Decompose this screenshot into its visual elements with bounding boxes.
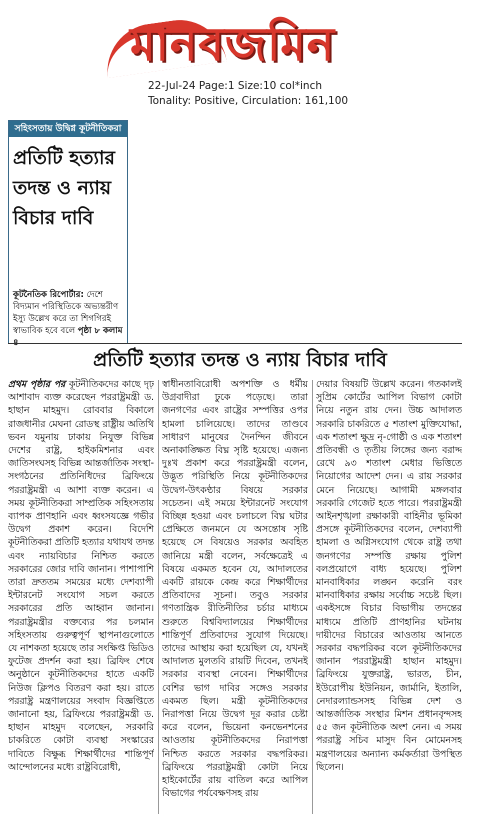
article-column-3-text: দেয়ার বিষয়টি উল্লেখ করেন। গতকালই সুপ্রিম কোর্টের আপিল বিভাগ কোটা নিয়ে নতুন রায় দেন। উচ্চ আদালত সরকারি চাকরিতে ৫ শতাংশ মুক্তিযোদ্ধা, এক শতাংশ ক্ষুদ্র নৃ-গোষ্ঠী ও এক শতাংশ প্রতিবন্ধী ও তৃতীয় লিঙ্গের জন্য বরাদ্দ রেখে ৯৩ শতাংশ মেধার ভিত্তিতে নিয়োগের আদেশ দেন। এ রায় সরকার মেনে নিয়েছে। আগামী মঙ্গলবার সরকারি গেজেট হতে পারে। পররাষ্ট্রমন্ত্রী আইনশৃঙ্খলা রক্ষাকারী বাহিনীর ভূমিকা প্রসঙ্গে কূটনীতিকদের বলেন, দেশব্যাপী হামলা ও অগ্নিসংযোগ থেকে রাষ্ট্র তথা জনগণের সম্পত্তি রক্ষায় পুলিশ বলপ্রয়োগে বাধ্য হয়েছে। পুলিশ মানবাধিকার লঙ্ঘন করেনি বরং মানবাধিকার রক্ষায় সর্বোচ্চ সচেষ্ট ছিল। একইসঙ্গে বিচার বিভাগীয় তদন্তের মাধ্যমে প্রতিটি প্রাণহানির ঘটনায় দায়ীদের বিচারের আওতায় আনতে সরকার বদ্ধপরিকর বলে কূটনীতিকদের জানান পররাষ্ট্রমন্ত্রী হাছান মাহমুদ। ব্রিফিংয়ে যুক্তরাষ্ট্র, ভারত, চীন, ইউরোপীয় ইউনিয়ন, জার্মানি, ইতালি, নেদারল্যান্ডসসহ বিভিন্ন দেশ ও আন্তর্জাতিক সংস্থার মিশন প্রধানবৃন্দসহ ৫৫ জন কূটনীতিক অংশ নেন। এ সময় পররাষ্ট্র সচিব মাসুদ বিন মোমেনসহ মন্ত্রণালয়ের অন্যান্য কর্মকর্তারা উপস্থিত ছিলেন। [316,379,462,773]
teaser-headline: প্রতিটি হত্যার তদন্ত ও ন্যায় বিচার দাবি [13,147,115,229]
teaser-summary [13,289,123,349]
article-column-3 [316,378,462,818]
newspaper-logo: মানবজমিন [130,17,336,71]
teaser-kicker: সহিংসতায় উদ্বিগ্ন কূটনীতিকরা [9,121,127,137]
article-column-1-text: কূটনীতিকদের কাছে দৃঢ় আশাবাদ ব্যক্ত করেছেন পররাষ্ট্রমন্ত্রী ড. হাছান মাহমুদ। রোববার বিকালে রাজধানীর মেঘনা রোডস্থ রাষ্ট্রীয় অতিথি ভবন যমুনায় ঢাকায় নিযুক্ত বিভিন্ন দেশের রাষ্ট্র, হাইকমিশনার এবং জাতিসংঘসহ বিভিন্ন আন্তর্জাতিক সংস্থা-সংগঠনের প্রতিনিধিদের ব্রিফিংয়ে পররাষ্ট্রমন্ত্রী এ আশা ব্যক্ত করেন। এ সময় কূটনীতিকরা সাম্প্রতিক সহিংসতায় ব্যাপক প্রাণহানি এবং ধ্বংসযজ্ঞে গভীর উদ্বেগ প্রকাশ করেন। বিদেশি কূটনীতিকরা প্রতিটি হত্যার যথাযথ তদন্ত এবং ন্যায়বিচার নিশ্চিত করতে সরকারের জোর দাবি জানান। পাশাপাশি তারা দ্রুততম সময়ের মধ্যে দেশব্যাপী ইন্টারনেট সংযোগ সচল করতে সরকারের প্রতি আহ্বান জানান। পররাষ্ট্রমন্ত্রীর বক্তব্যের পর চলমান সহিংসতায় গুরুত্বপূর্ণ স্থাপনাগুলোতে যে নাশকতা হয়েছে তার সংক্ষিপ্ত ভিডিও ফুটেজ প্রদর্শন করা হয়। ব্রিফিং শেষে অনুষ্ঠানে কূটনীতিকদের হাতে একটি নিউজ ক্লিপও বিতরণ করা হয়। রাতে পররাষ্ট্র মন্ত্রণালয়ের সংবাদ বিজ্ঞপ্তিতে জানানো হয়, ব্রিফিংয়ে পররাষ্ট্রমন্ত্রী ড. হাছান মাহমুদ বলেছেন, সরকারি চাকরিতে কোটা ব্যবস্থা সংস্কারের দাবিতে বিক্ষুব্ধ শিক্ষার্থীদের শান্তিপূর্ণ আন্দোলনের মধ্যে রাষ্ট্রবিরোধী, [8,379,154,773]
continued-label: প্রথম পৃষ্ঠার পর [8,379,66,390]
teaser-summary-text: দেশে বিদ্যমান পরিস্থিতিকে অভ্যন্তরীণ ইস্যু উল্লেখ করে তা শিগগিরই স্বাভাবিক হবে বলে [13,290,119,336]
teaser-byline: কূটনৈতিক রিপোর্টার: [13,290,84,300]
article-column-2 [162,378,308,818]
article-headline: প্রতিটি হত্যার তদন্ত ও ন্যায় বিচার দাবি [93,349,387,371]
masthead [0,0,478,80]
article-body [8,378,468,818]
section-divider [8,343,462,344]
article-column-1 [8,378,154,818]
article-column-2-text: স্বাধীনতাবিরোধী অপশক্তি ও ধর্মীয় উগ্রবাদীরা ঢুকে পড়েছে। তারা জনগণের এবং রাষ্ট্রের সম্পত্তির ওপর হামলা চালিয়েছে। তাদের তাণ্ডবে সাধারণ মানুষের দৈনন্দিন জীবনে অনাকাঙ্ক্ষিত বিঘ্ন সৃষ্টি হয়েছে। এজন্য দুঃখ প্রকাশ করে পররাষ্ট্রমন্ত্রী বলেন, উদ্ভূত পরিস্থিতি নিয়ে কূটনীতিকদের উদ্বেগ-উৎকণ্ঠার বিষয়ে সরকার সচেতন। এই সময়ে ইন্টারনেট সংযোগ বিচ্ছিন্ন হওয়া এবং চলাচলে বিঘ্ন ঘটার প্রেক্ষিতে জনমনে যে অসন্তোষ সৃষ্টি হয়েছে সে বিষয়েও সরকার অবহিত জানিয়ে মন্ত্রী বলেন, সর্বক্ষেত্রেই এ বিষয়ে একমত হবেন যে, আদালতের একটি রায়কে কেন্দ্র করে শিক্ষার্থীদের প্রতিবাদের সূচনা। তবুও সরকার গণতান্ত্রিক রীতিনীতির চর্চার মাধ্যমে শুরুতে বিশ্ববিদ্যালয়ের শিক্ষার্থীদের শান্তিপূর্ণ প্রতিবাদের সুযোগ দিয়েছে। তাদের আস্থায় করা হয়েছিল যে, যখনই আদালত মুলতবি রায়টি দিবেন, তখনই সরকার ব্যবস্থা নেবেন। শিক্ষার্থীদের বেশির ভাগ দাবির সঙ্গেও সরকার একমত ছিল। মন্ত্রী কূটনীতিকদের নিরাপত্তা নিয়ে উদ্বেগ দূর করার চেষ্টা করে বলেন, ভিয়েনা কনভেনশনের আওতায় কূটনীতিকদের নিরাপত্তা নিশ্চিত করতে সরকার বদ্ধপরিকর। ব্রিফিংয়ে পররাষ্ট্রমন্ত্রী কোটা নিয়ে হাইকোর্টের রায় বাতিল করে আপিল বিভাগের পর্যবেক্ষণসহ রায় [162,379,308,800]
clipping-meta-date: 22-Jul-24 Page:1 Size:10 col*inch [148,80,323,92]
column-separator [158,380,159,814]
column-separator [312,380,313,814]
teaser-jump-reference: পৃষ্ঠা ৮ কলাম [77,326,123,336]
front-page-teaser [8,120,128,344]
clipping-meta-tonality: Tonality: Positive, Circulation: 161,100 [148,95,349,107]
